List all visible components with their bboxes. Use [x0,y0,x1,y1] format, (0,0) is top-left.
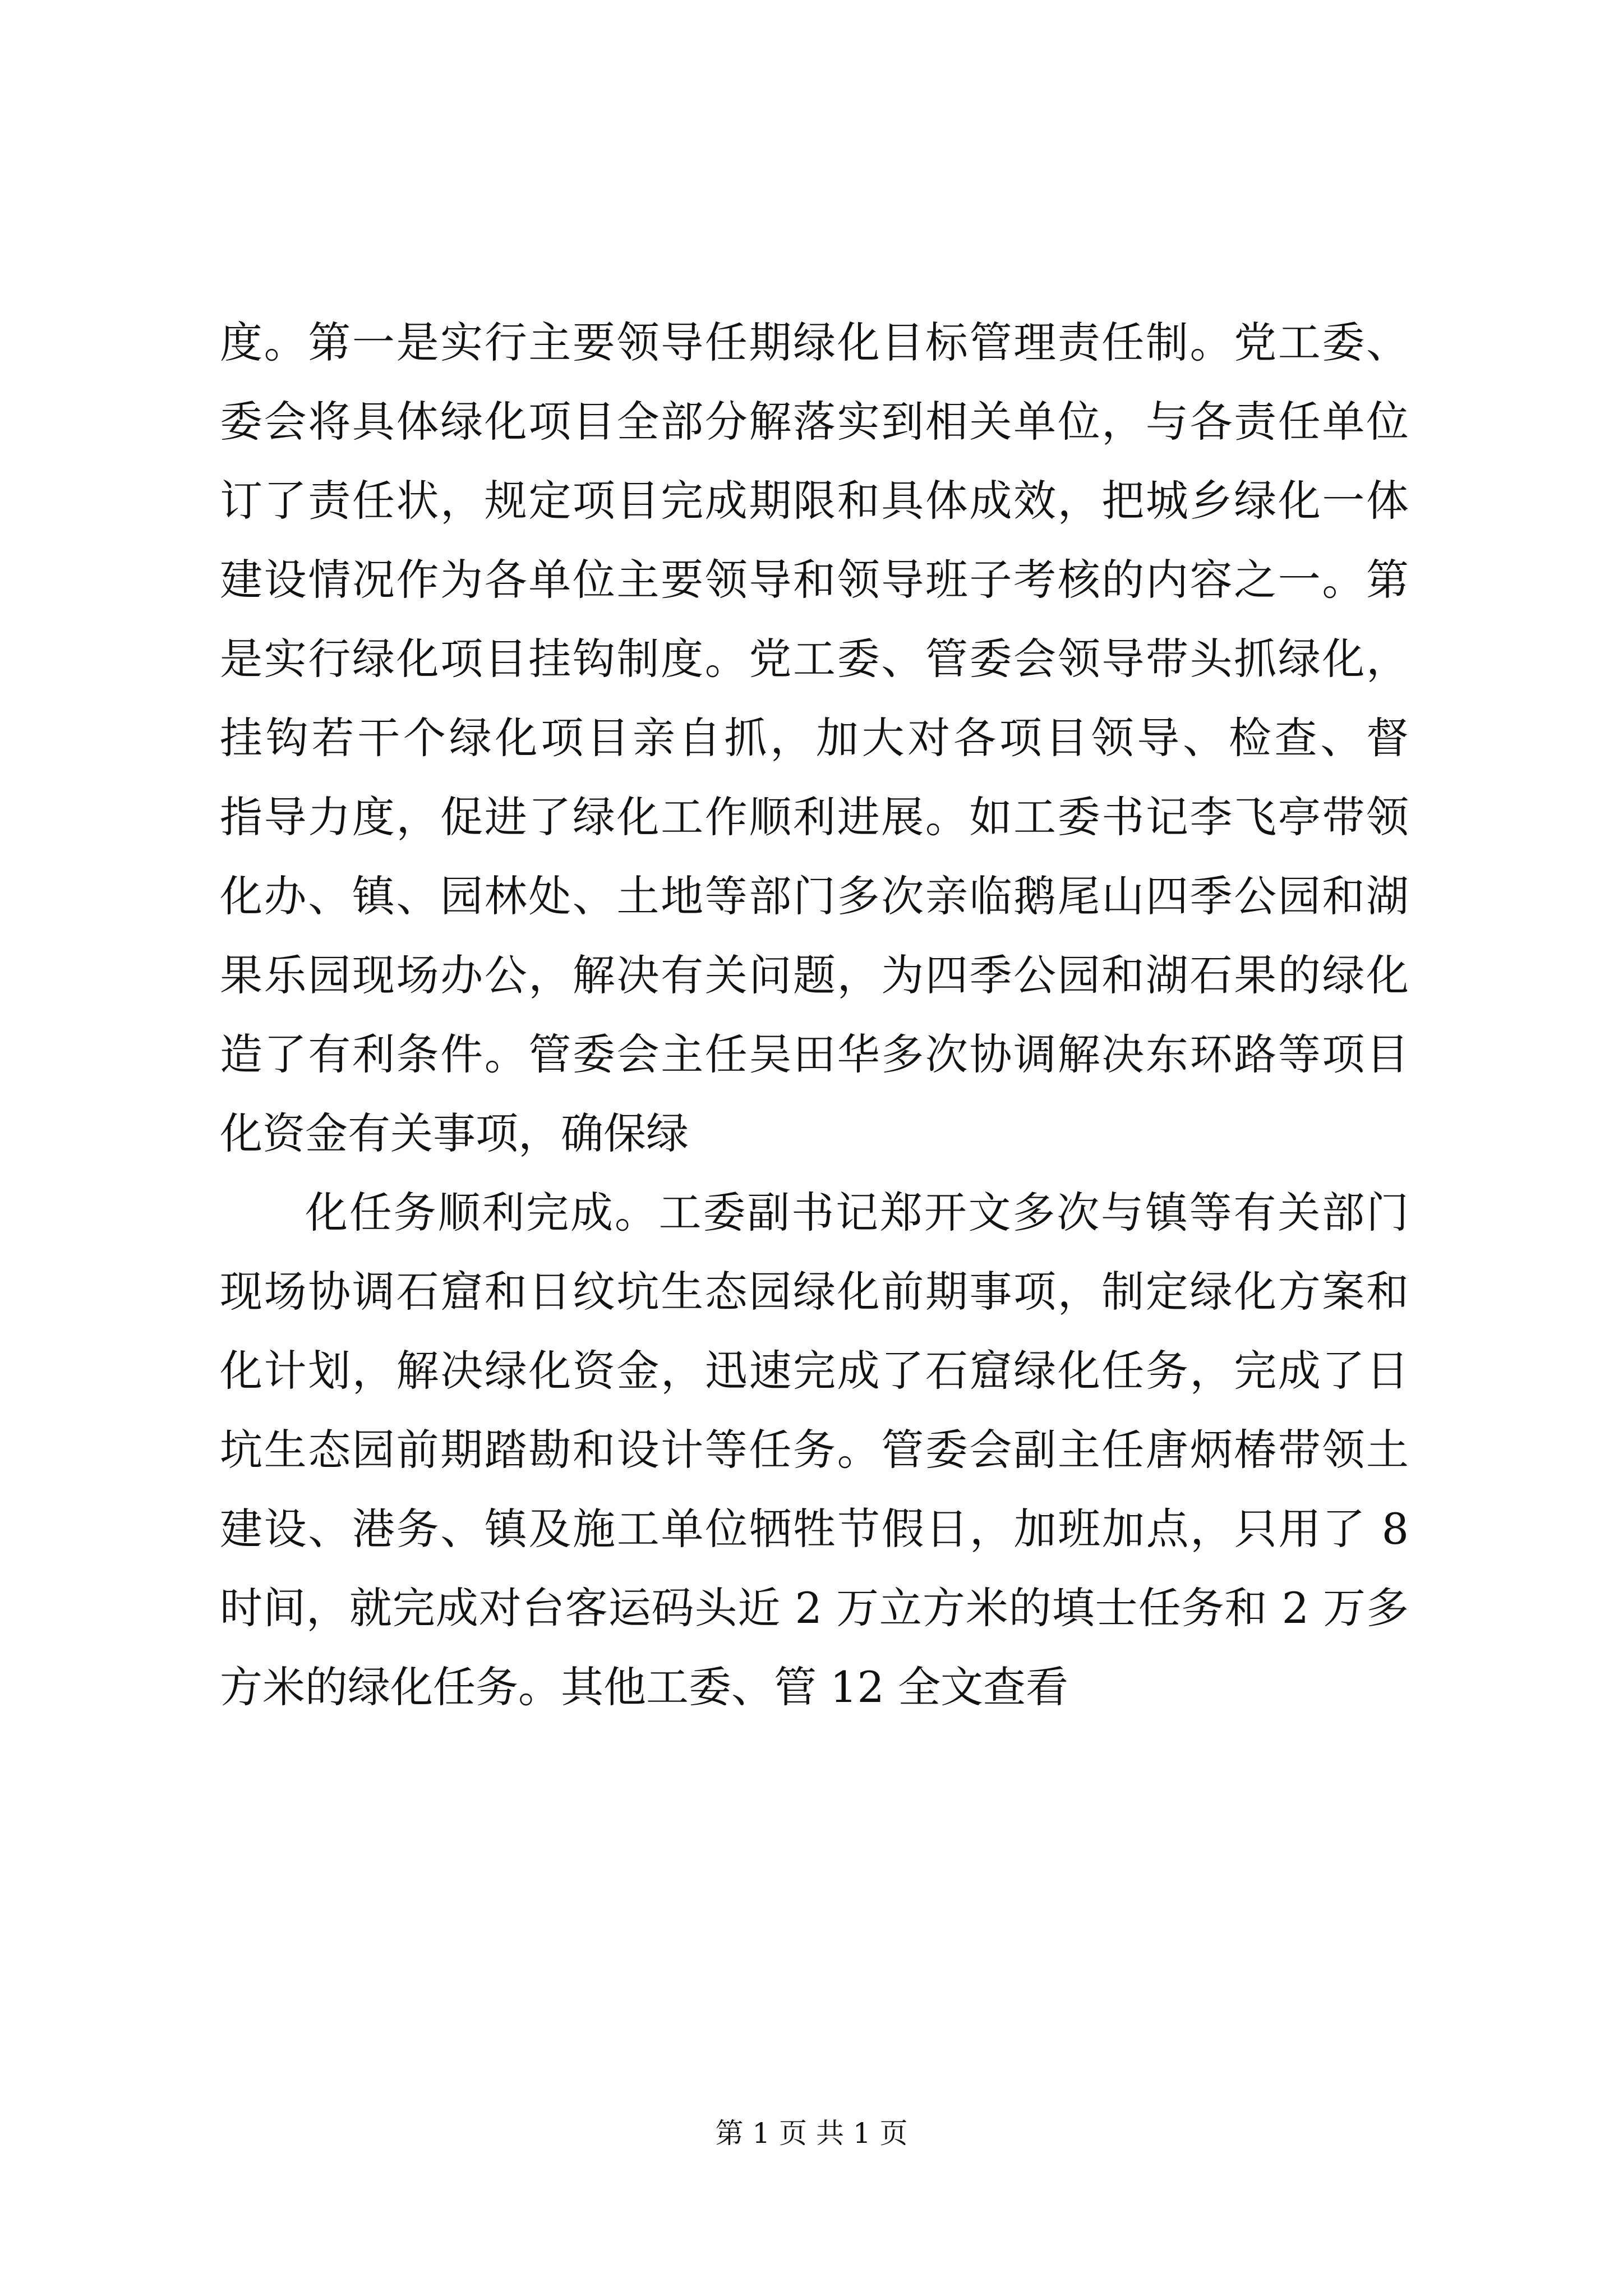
document-body [220,303,1409,1727]
page-footer [0,2114,1623,2153]
text-line: 现场协调石窟和日纹坑生态园绿化前期事项，制定绿化方案和 [220,1267,1409,1317]
text-line: 化资金有关事项，确保绿 [220,1108,689,1158]
text-line: 委会将具体绿化项目全部分解落实到相关单位，与各责任单位 [220,397,1409,447]
text-line: 度。第一是实行主要领导任期绿化目标管理责任制。党工委、 [220,318,1409,367]
text-line: 时间，就完成对台客运码头近 2 万立方米的填士任务和 2 万多 [220,1583,1409,1633]
text-line: 化计划，解决绿化资金，迅速完成了石窟绿化任务，完成了日 [220,1346,1409,1396]
text-line: 方米的绿化任务。其他工委、管 12 全文查看 [220,1662,1069,1712]
text-line: 是实行绿化项目挂钩制度。党工委、管委会领导带头抓绿化， [220,634,1409,684]
paragraph-2 [220,1173,1409,1727]
text-line: 果乐园现场办公，解决有关问题，为四季公园和湖石果的绿化 [220,950,1409,1000]
text-line: 指导力度，促进了绿化工作顺利进展。如工委书记李飞亭带领 [220,792,1409,842]
text-line: 挂钩若干个绿化项目亲自抓，加大对各项目领导、检查、督 [220,713,1409,763]
text-line: 订了责任状，规定项目完成期限和具体成效，把城乡绿化一体 [220,476,1409,526]
text-line: 化任务顺利完成。工委副书记郑开文多次与镇等有关部门 [305,1188,1409,1237]
text-line: 化办、镇、园林处、土地等部门多次亲临鹅尾山四季公园和湖 [220,871,1409,921]
text-line: 建设情况作为各单位主要领导和领导班子考核的内容之一。第 [220,555,1409,605]
page-number: 第 1 页 共 1 页 [715,2117,908,2150]
text-line: 坑生态园前期踏勘和设计等任务。管委会副主任唐炳椿带领土 [220,1425,1409,1475]
paragraph-1 [220,303,1409,1173]
text-line: 建设、港务、镇及施工单位牺牲节假日，加班加点，只用了 8 [220,1504,1409,1554]
text-line: 造了有利条件。管委会主任吴田华多次协调解决东环路等项目 [220,1029,1409,1079]
